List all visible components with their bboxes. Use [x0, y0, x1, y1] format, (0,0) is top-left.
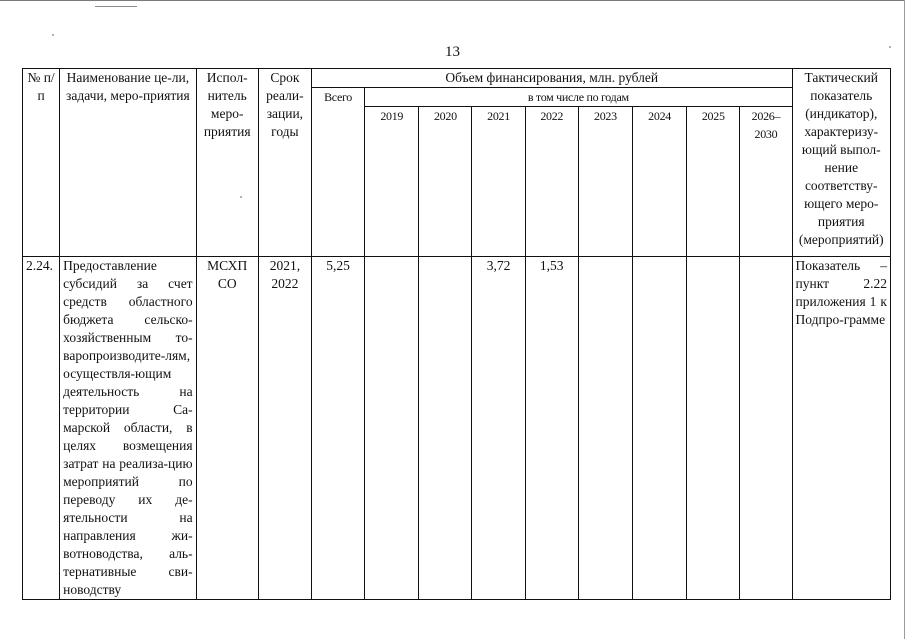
- col-header-year: 2022: [525, 107, 578, 257]
- header-row-1: [23, 69, 891, 88]
- program-table: [22, 68, 891, 600]
- col-header-year: 2026–2030: [740, 107, 792, 257]
- page-number: 13: [445, 44, 460, 60]
- col-header-by-years: в том числе по годам: [365, 88, 792, 107]
- col-header-indicator: Тактический показатель (индикатор), характеризу-ющий выпол-нение соответству-ющего меро-приятия (мероприятий): [792, 69, 890, 257]
- row-indicator: Показатель – пункт 2.22 приложения 1 к Подпро-грамме: [792, 257, 890, 600]
- row-year-value: 3,72: [472, 257, 525, 600]
- col-header-year: 2021: [472, 107, 525, 257]
- row-term: 2021, 2022: [258, 257, 311, 600]
- row-year-value: [365, 257, 419, 600]
- row-year-value: [740, 257, 792, 600]
- col-header-funding: Объем финансирования, млн. рублей: [311, 69, 792, 88]
- col-header-name: Наименование це-ли, задачи, меро-приятия: [60, 69, 196, 257]
- col-header-num: № п/п: [23, 69, 60, 257]
- col-header-year: 2019: [365, 107, 419, 257]
- row-year-value: [419, 257, 472, 600]
- col-header-year: 2023: [578, 107, 632, 257]
- row-year-value: [687, 257, 740, 600]
- col-header-executor: Испол-нитель меро-приятия: [196, 69, 258, 257]
- page-top-edge: [0, 0, 905, 1]
- row-name: Предоставление субсидий за счет средств областного бюджета сельско-хозяйственным то-варопроизводите-лям, осуществля-ющим деятельность на территории Са-марской области, в целях возмещения затрат на реализа-цию мероприятий по переводу их де-ятельности на направления жи-вотноводства, аль-тернативные сви-новодству: [60, 257, 196, 600]
- col-header-term: Срок реали-зации, годы: [258, 69, 311, 257]
- row-year-value: [578, 257, 632, 600]
- row-num: 2.24.: [23, 257, 60, 600]
- col-header-year: 2024: [633, 107, 687, 257]
- scan-mark: [95, 6, 137, 7]
- row-executor: МСХП СО: [196, 257, 258, 600]
- scan-speck: [52, 34, 54, 36]
- col-header-year: 2020: [419, 107, 472, 257]
- col-header-year: 2025: [687, 107, 740, 257]
- row-year-value: 1,53: [525, 257, 578, 600]
- col-header-total: Всего: [311, 88, 364, 257]
- table-row: [23, 257, 891, 600]
- row-total: 5,25: [311, 257, 364, 600]
- row-year-value: [633, 257, 687, 600]
